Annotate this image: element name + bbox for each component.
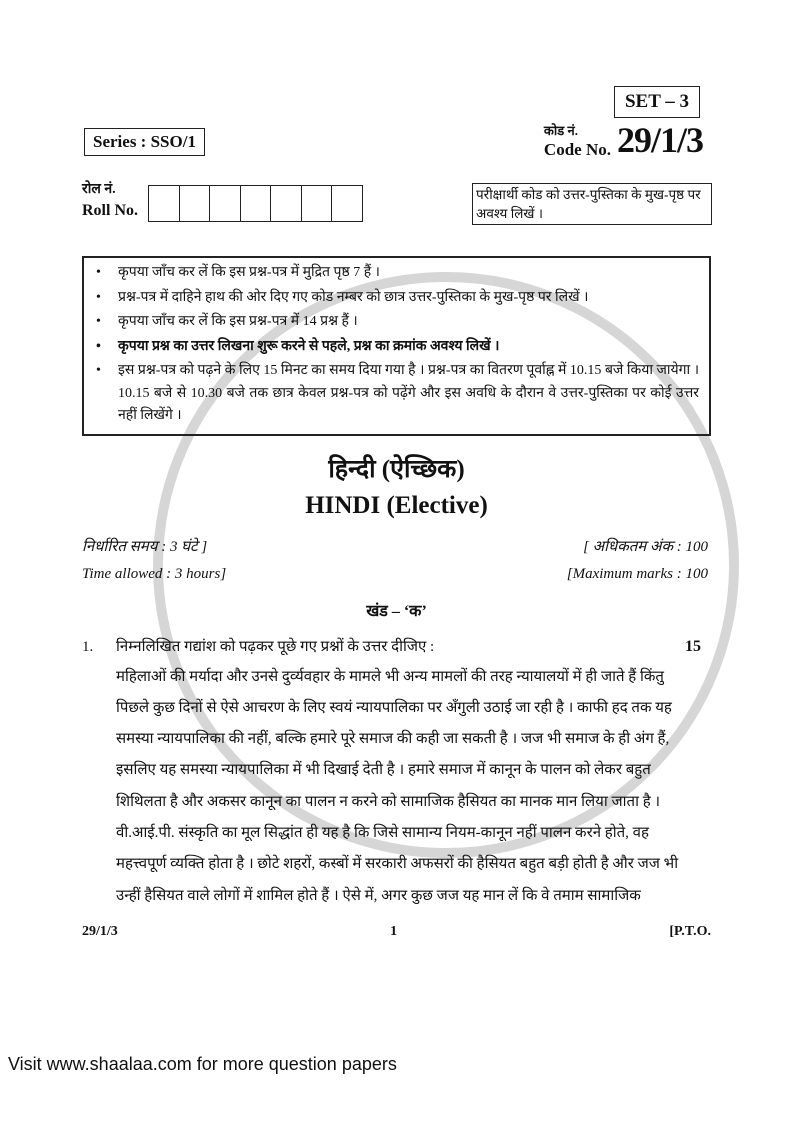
- title-english: HINDI (Elective): [305, 491, 488, 519]
- roll-label-english: Roll No.: [82, 202, 138, 219]
- instruction-item: • प्रश्न-पत्र में दाहिने हाथ की ओर दिए गए कोड नम्बर को छात्र उत्तर-पुस्तिका के मुख-पृष्ठ पर लिखें ।: [92, 287, 699, 310]
- title-hindi: हिन्दी (ऐच्छिक): [328, 455, 465, 483]
- section-heading: खंड – ‘क’: [366, 602, 427, 620]
- roll-cell: [241, 186, 272, 221]
- passage-line: इसलिए यह समस्या न्यायपालिका में भी दिखाई देती है । हमारे समाज में कानून के पालन को लेकर बहुत: [116, 762, 651, 779]
- time-allowed-english: Time allowed : 3 hours]: [82, 565, 227, 582]
- question-number: 1.: [82, 638, 94, 655]
- time-allowed-hindi: निर्धारित समय : 3 घंटे ]: [82, 538, 208, 555]
- code-label-english: Code No.: [543, 140, 611, 159]
- roll-labels: [82, 180, 138, 222]
- code-label-hindi: कोड नं.: [543, 123, 578, 138]
- footer-code: 29/1/3: [82, 923, 118, 939]
- main-content: [8, 256, 711, 1076]
- passage-line: महिलाओं की मर्यादा और उनसे दुर्व्यवहार के मामले भी अन्य मामलों की तरह न्यायालयों में ही जाते हैं किंतु: [116, 668, 664, 685]
- pto-label: [P.T.O.: [669, 923, 711, 939]
- passage-line: शिथिलता है और अकसर कानून का पालन न करने को सामाजिक हैसियत का मानक मान लिया जाता है ।: [116, 793, 661, 810]
- promo-link[interactable]: Visit www.shaalaa.com for more question papers: [8, 1053, 397, 1074]
- code-instruction-note: परीक्षार्थी कोड को उत्तर-पुस्तिका के मुख-पृष्ठ पर अवश्य लिखें ।: [472, 183, 712, 225]
- code-number: 29/1/3: [616, 120, 703, 160]
- passage: [116, 662, 689, 912]
- page-number: 1: [390, 923, 398, 939]
- passage-line: महत्त्वपूर्ण व्यक्ति होता है । छोटे शहरों, कस्बों में सरकारी अफसरों की हैसियत बहुत बड़ी होती है और जज भी: [116, 856, 679, 873]
- passage-line: पिछले कुछ दिनों से ऐसे आचरण के लिए स्वयं न्यायपालिका पर अँगुली उठाई जा रही है । काफी हद तक यह: [116, 699, 672, 716]
- roll-cell: [271, 186, 302, 221]
- passage-line: वी.आई.पी. संस्कृति का मूल सिद्धांत ही यह है कि जिसे सामान्य नियम-कानून नहीं पालन करने होते, वह: [116, 824, 649, 841]
- roll-cell: [149, 186, 180, 221]
- series-label: Series : SSO/1: [84, 128, 205, 156]
- max-marks-hindi: [ अधिकतम अंक : 100: [583, 538, 708, 555]
- question-marks: 15: [685, 637, 701, 655]
- max-marks-english: [Maximum marks : 100: [566, 565, 708, 582]
- passage-line: उन्हीं हैसियत वाले लोगों में शामिल होते हैं । ऐसे में, अगर कुछ जज यह मान लें कि वे तमाम सामाजिक: [116, 887, 641, 904]
- meta-row-hindi: [82, 534, 711, 561]
- passage-line: समस्या न्यायपालिका की नहीं, बल्कि हमारे पूरे समाज की कही जा सकती है । जज भी समाज के ही अंग हैं,: [116, 731, 670, 748]
- roll-cell: [332, 186, 363, 221]
- question-row: [82, 636, 711, 658]
- instruction-item: • इस प्रश्न-पत्र को पढ़ने के लिए 15 मिनट का समय दिया गया है । प्रश्न-पत्र का वितरण पूर्वाह्न में 10.15 बजे किया जायेगा । 10.15 बजे से 10.30 बजे तक छात्र केवल प्रश्न-पत्र को पढ़ेंगे और इस अवधि के दौरान वे उत्तर-पुस्तिका पर कोई उत्तर नहीं लिखेंगे ।: [92, 360, 699, 428]
- instruction-item: • कृपया जाँच कर लें कि इस प्रश्न-पत्र में 14 प्रश्न हैं ।: [92, 311, 699, 334]
- instruction-item: • कृपया प्रश्न का उत्तर लिखना शुरू करने से पहले, प्रश्न का क्रमांक अवश्य लिखें ।: [92, 336, 699, 359]
- question-text: निम्नलिखित गद्यांश को पढ़कर पूछे गए प्रश्नों के उत्तर दीजिए :: [116, 638, 435, 655]
- roll-cell: [302, 186, 333, 221]
- page-footer: [82, 922, 711, 942]
- roll-cell: [180, 186, 211, 221]
- instruction-item: • कृपया जाँच कर लें कि इस प्रश्न-पत्र में मुद्रित पृष्ठ 7 हैं ।: [92, 262, 699, 285]
- roll-number-boxes: [148, 185, 363, 222]
- instructions-box: [82, 256, 711, 436]
- roll-cell: [210, 186, 241, 221]
- meta-row-english: [82, 561, 711, 588]
- set-label: SET – 3: [614, 86, 700, 118]
- roll-label-hindi: रोल नं.: [82, 182, 116, 197]
- code-block: [544, 120, 703, 160]
